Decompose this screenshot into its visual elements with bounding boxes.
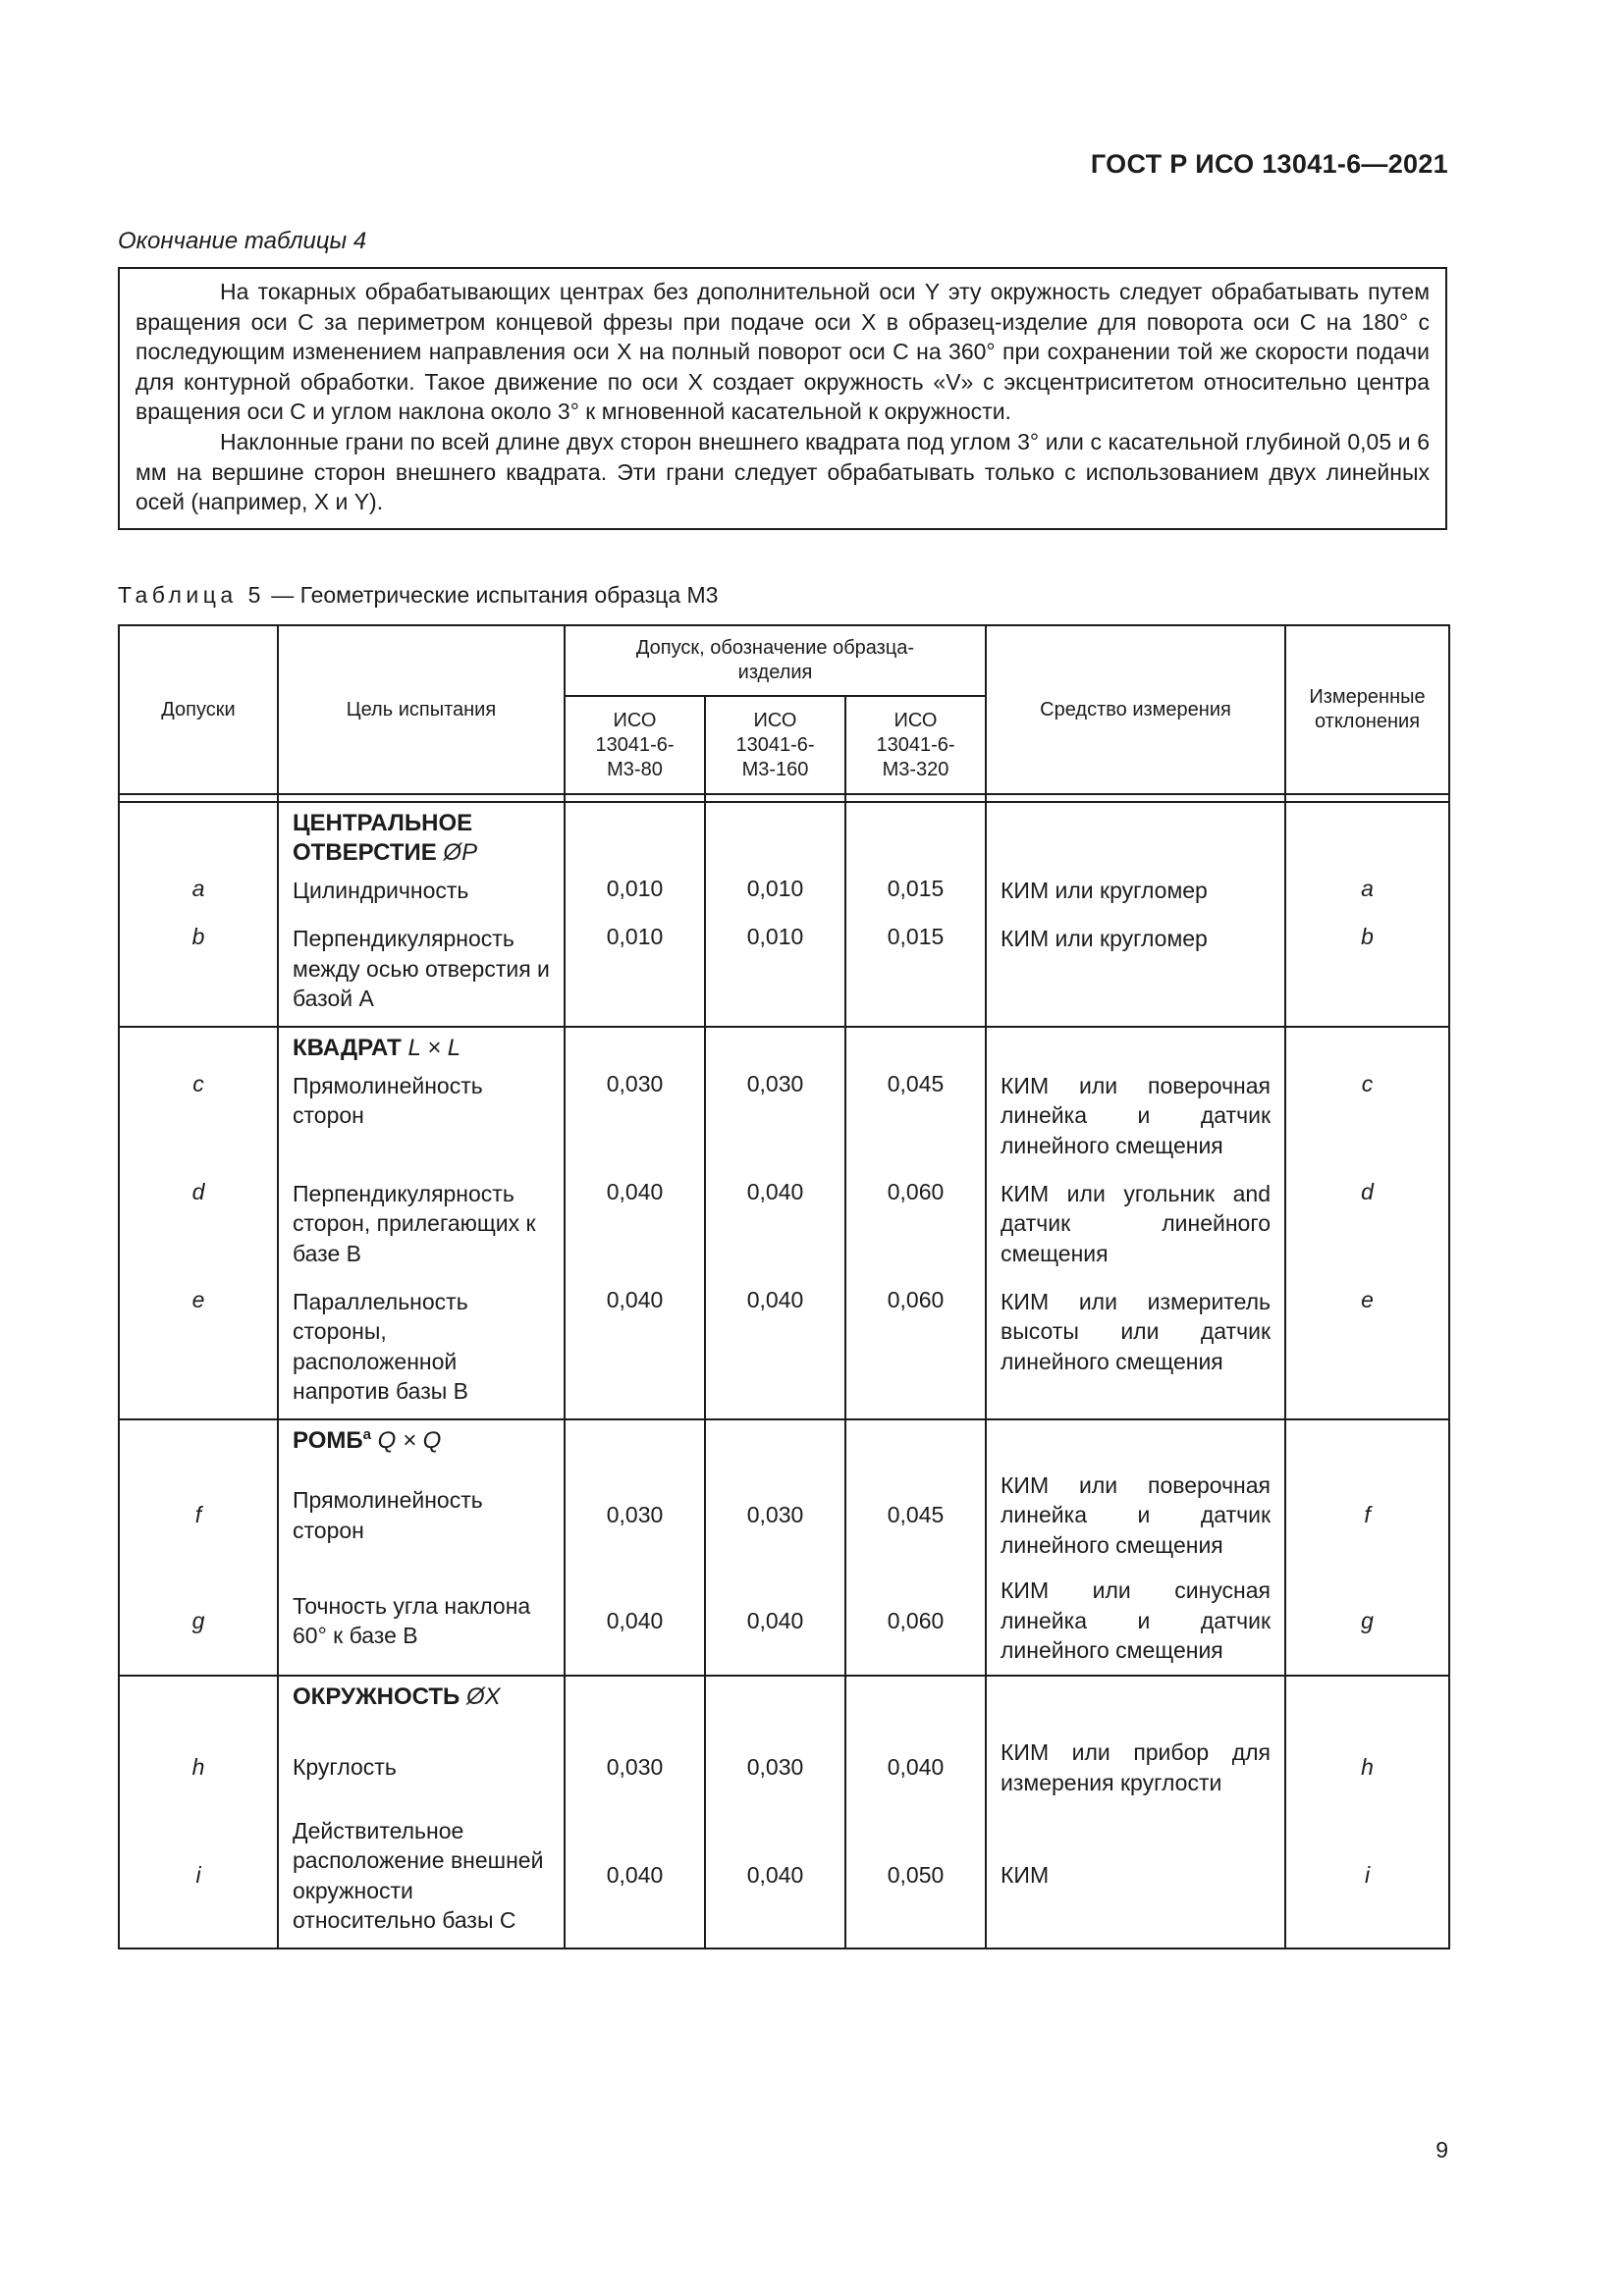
group-rhombus xyxy=(119,1419,1449,1676)
group-title: ЦЕНТРАЛЬНОЕ ОТВЕРСТИЕ xyxy=(293,810,473,866)
row-goal: Перпендикулярность между осью отверстия и базой А xyxy=(278,924,565,1027)
row-tool: КИМ или прибор для измерения круглости xyxy=(986,1720,1285,1816)
header-tool: Средство измерения xyxy=(986,625,1285,794)
row-value-m3-160: 0,030 xyxy=(705,1464,845,1568)
page-number: 9 xyxy=(1435,2137,1448,2163)
row-letter: e xyxy=(119,1287,278,1419)
row-value-m3-80: 0,040 xyxy=(565,1568,705,1676)
row-value-m3-160: 0,010 xyxy=(705,876,845,924)
group-title: КВАДРАТ xyxy=(293,1034,402,1061)
row-goal: Круглость xyxy=(278,1720,565,1816)
row-deviation: i xyxy=(1285,1816,1449,1949)
group-heading xyxy=(278,802,565,876)
table-row xyxy=(119,1568,1449,1676)
row-goal: Перпендикулярность сторон, прилегающих к базе В xyxy=(278,1179,565,1287)
row-value-m3-320: 0,060 xyxy=(845,1287,986,1419)
row-letter: a xyxy=(119,876,278,924)
row-value-m3-160: 0,040 xyxy=(705,1287,845,1419)
row-goal: Цилиндричность xyxy=(278,876,565,924)
note-paragraph: Наклонные грани по всей длине двух сторон внешнего квадрата под углом 3° или с касательной глубиной 0,05 и 6 мм на вершине сторон внешнего квадрата. Эти грани следует обрабатывать только с использованием двух линейных осей (например, X и Y). xyxy=(135,428,1430,515)
row-tool: КИМ или угольник and датчик линейного смещения xyxy=(986,1179,1285,1287)
group-symbol: ØP xyxy=(443,839,478,866)
row-goal: Параллельность стороны, расположенной напротив базы В xyxy=(278,1287,565,1419)
row-value-m3-160: 0,030 xyxy=(705,1720,845,1816)
group-square xyxy=(119,1027,1449,1419)
row-value-m3-80: 0,030 xyxy=(565,1071,705,1179)
group-symbol: ØX xyxy=(465,1682,501,1710)
header-tolerance-group: Допуск, обозначение образца-изделия xyxy=(565,625,986,696)
row-deviation: a xyxy=(1285,876,1449,924)
row-deviation: g xyxy=(1285,1568,1449,1676)
row-goal: Прямолинейность сторон xyxy=(278,1071,565,1179)
row-value-m3-320: 0,050 xyxy=(845,1816,986,1949)
header-col-m3-160: ИСО 13041-6-М3-160 xyxy=(705,696,845,794)
table-caption-title: — Геометрические испытания образца М3 xyxy=(271,582,719,608)
row-value-m3-320: 0,060 xyxy=(845,1568,986,1676)
table-row xyxy=(119,924,1449,1027)
row-value-m3-160: 0,040 xyxy=(705,1179,845,1287)
row-value-m3-80: 0,010 xyxy=(565,924,705,1027)
row-deviation: d xyxy=(1285,1179,1449,1287)
footnote-marker: a xyxy=(362,1425,371,1443)
group-heading xyxy=(278,1419,565,1464)
header-tolerances: Допуски xyxy=(119,625,278,794)
row-value-m3-80: 0,040 xyxy=(565,1816,705,1949)
row-value-m3-320: 0,045 xyxy=(845,1071,986,1179)
group-title: ОКРУЖНОСТЬ xyxy=(293,1682,460,1710)
row-value-m3-80: 0,030 xyxy=(565,1464,705,1568)
row-letter: g xyxy=(119,1568,278,1676)
row-value-m3-160: 0,040 xyxy=(705,1816,845,1949)
group-central-hole xyxy=(119,802,1449,1027)
table-row xyxy=(119,1071,1449,1179)
row-tool: КИМ или поверочная линейка и датчик линейного смещения xyxy=(986,1071,1285,1179)
row-letter: h xyxy=(119,1720,278,1816)
row-value-m3-320: 0,040 xyxy=(845,1720,986,1816)
row-value-m3-80: 0,010 xyxy=(565,876,705,924)
row-goal: Прямолинейность сторон xyxy=(278,1464,565,1568)
row-letter: f xyxy=(119,1464,278,1568)
row-letter: i xyxy=(119,1816,278,1949)
row-tool: КИМ или кругломер xyxy=(986,876,1285,924)
row-tool: КИМ или поверочная линейка и датчик линейного смещения xyxy=(986,1464,1285,1568)
row-deviation: c xyxy=(1285,1071,1449,1179)
row-deviation: b xyxy=(1285,924,1449,1027)
row-value-m3-320: 0,015 xyxy=(845,924,986,1027)
row-tool: КИМ или кругломер xyxy=(986,924,1285,1027)
table-caption xyxy=(118,582,718,609)
document-id: ГОСТ Р ИСО 13041-6—2021 xyxy=(1090,149,1448,179)
group-heading xyxy=(278,1676,565,1720)
table-caption-label: Таблица 5 xyxy=(118,582,265,608)
row-letter: d xyxy=(119,1179,278,1287)
row-value-m3-80: 0,030 xyxy=(565,1720,705,1816)
row-value-m3-320: 0,045 xyxy=(845,1464,986,1568)
row-value-m3-320: 0,060 xyxy=(845,1179,986,1287)
row-value-m3-160: 0,030 xyxy=(705,1071,845,1179)
table-row xyxy=(119,1720,1449,1816)
header-col-m3-80: ИСО 13041-6-М3-80 xyxy=(565,696,705,794)
table-row xyxy=(119,1287,1449,1419)
header-col-m3-320: ИСО 13041-6-М3-320 xyxy=(845,696,986,794)
group-circle xyxy=(119,1676,1449,1949)
header-deviation: Измеренные отклонения xyxy=(1285,625,1449,794)
row-tool: КИМ или измеритель высоты или датчик линейного смещения xyxy=(986,1287,1285,1419)
table-continuation-label: Окончание таблицы 4 xyxy=(118,228,367,254)
table-row xyxy=(119,1464,1449,1568)
group-symbol: Q × Q xyxy=(377,1426,442,1454)
row-tool: КИМ или синусная линейка и датчик линейного смещения xyxy=(986,1568,1285,1676)
row-value-m3-160: 0,010 xyxy=(705,924,845,1027)
note-paragraph: На токарных обрабатывающих центрах без дополнительной оси Y эту окружность следует обрабатывать путем вращения оси С за периметром концевой фрезы при подаче оси X в образец-изделие для поворота оси С на 180° с последующим изменением направления оси X на полный поворот оси С на 360° при сохранении той же скорости подачи для контурной обработки. Такое движение по оси X создает окружность «V» с эксцентриситетом относительно центра вращения оси С и углом наклона около 3° к мгновенной касательной к окружности. xyxy=(135,279,1430,425)
row-deviation: e xyxy=(1285,1287,1449,1419)
row-value-m3-80: 0,040 xyxy=(565,1179,705,1287)
row-value-m3-80: 0,040 xyxy=(565,1287,705,1419)
header-goal: Цель испытания xyxy=(278,625,565,794)
row-goal: Действительное расположение внешней окружности относительно базы С xyxy=(278,1816,565,1949)
group-heading xyxy=(278,1027,565,1071)
group-symbol: L × L xyxy=(407,1034,461,1061)
table-row xyxy=(119,1179,1449,1287)
row-value-m3-160: 0,040 xyxy=(705,1568,845,1676)
table4-end-box xyxy=(118,267,1447,530)
row-goal: Точность угла наклона 60° к базе В xyxy=(278,1568,565,1676)
row-deviation: h xyxy=(1285,1720,1449,1816)
row-deviation: f xyxy=(1285,1464,1449,1568)
row-letter: b xyxy=(119,924,278,1027)
group-title: РОМБ xyxy=(293,1426,363,1454)
row-value-m3-320: 0,015 xyxy=(845,876,986,924)
row-tool: КИМ xyxy=(986,1816,1285,1949)
row-letter: c xyxy=(119,1071,278,1179)
table-row xyxy=(119,876,1449,924)
table-row xyxy=(119,1816,1449,1949)
geometric-tests-table xyxy=(118,624,1450,1949)
